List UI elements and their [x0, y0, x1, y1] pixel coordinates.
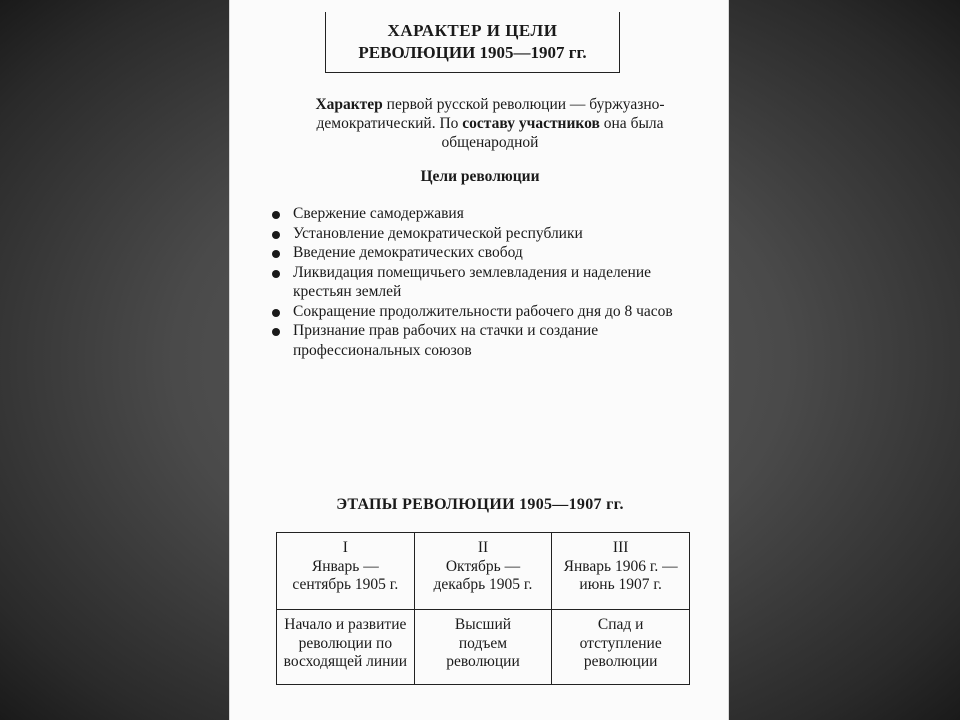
stage-period-cell [552, 533, 690, 610]
bullet-icon [272, 250, 280, 258]
stage-desc-line: революции [583, 653, 658, 670]
stages-description-row [277, 610, 690, 685]
stage-period-start: Январь — [311, 557, 379, 575]
goal-text: Свержение самодержавия [293, 205, 464, 222]
intro-paragraph [280, 95, 700, 152]
stage-desc-line: революции [446, 653, 520, 670]
title-line-2: РЕВОЛЮЦИИ 1905—1907 гг. [358, 43, 587, 62]
stage-period-start: Январь 1906 г. — [563, 557, 678, 575]
stages-period-row [277, 533, 690, 610]
goal-text: Ликвидация помещичьего землевладения и наделение крестьян землей [293, 263, 652, 300]
bullet-icon [272, 211, 280, 219]
title-line-1: ХАРАКТЕР И ЦЕЛИ [387, 21, 558, 40]
stage-numeral: I [342, 539, 348, 556]
stage-numeral: III [612, 539, 629, 556]
goals-list [270, 204, 710, 360]
stage-desc-line: Высший [454, 616, 512, 633]
goal-item [270, 321, 710, 360]
stage-numeral: II [477, 539, 489, 556]
goals-heading: Цели революции [420, 168, 540, 185]
stage-desc-line: отступление [579, 634, 662, 652]
stage-description-cell [552, 610, 690, 685]
stages-table [276, 532, 690, 685]
stage-period-start: Октябрь — [445, 557, 521, 575]
bullet-icon [272, 270, 280, 278]
intro-bold-participants: составу участников [462, 115, 600, 132]
goal-item [270, 263, 710, 302]
stage-period-end: декабрь 1905 г. [433, 576, 533, 593]
stage-desc-line: Спад и [597, 616, 644, 633]
goal-text: Сокращение продолжительности рабочего дня до 8 часов [293, 302, 673, 320]
bullet-icon [272, 328, 280, 336]
goal-item [270, 224, 710, 244]
stage-desc-line: революции по [298, 634, 393, 652]
intro-text-2: она была общенародной [441, 115, 664, 151]
stages-heading: ЭТАПЫ РЕВОЛЮЦИИ 1905—1907 гг. [336, 496, 624, 513]
goal-item [270, 243, 710, 263]
stage-period-end: сентябрь 1905 г. [292, 576, 399, 593]
stage-period-cell [414, 533, 552, 610]
goal-text: Введение демократических свобод [293, 244, 523, 261]
bullet-icon [272, 231, 280, 239]
goal-text: Признание прав рабочих на стачки и создание профессиональных союзов [293, 322, 599, 359]
bullet-icon [272, 309, 280, 317]
document-page [229, 0, 729, 720]
stage-period-end: июнь 1907 г. [579, 576, 662, 593]
goal-item [270, 302, 710, 322]
intro-text-1: первой русской революции — буржуазно-демократический. По [316, 96, 665, 132]
stage-period-cell [277, 533, 415, 610]
goal-text: Установление демократической республики [293, 224, 583, 242]
stage-desc-line: восходящей линии [283, 653, 408, 670]
stage-desc-line: подъем [458, 634, 508, 652]
title-box [325, 12, 620, 73]
stage-description-cell [414, 610, 552, 685]
stage-desc-line: Начало и развитие [284, 616, 407, 633]
goal-item [270, 204, 710, 224]
intro-bold-character: Характер [315, 96, 383, 113]
stage-description-cell [277, 610, 415, 685]
